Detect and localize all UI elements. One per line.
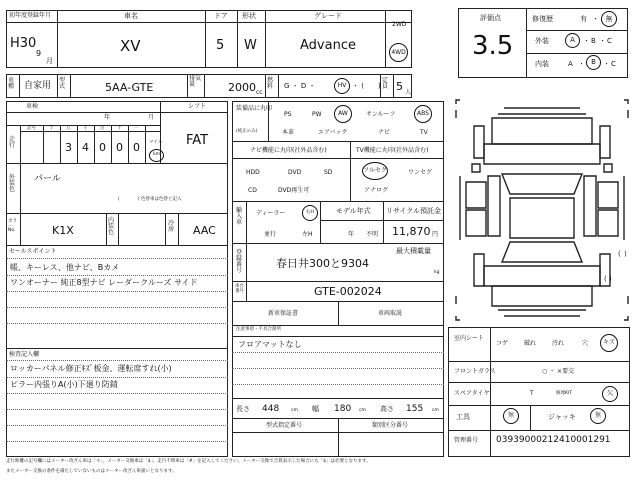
registration-month-unit: 月 (46, 57, 53, 65)
svg-text:(: ( (618, 250, 621, 258)
equip-aw-circled: AW (334, 105, 352, 123)
import-parallel: 並行 (264, 231, 277, 238)
drive-4wd-circled: 4WD (389, 43, 408, 62)
interior-label: 内装 (535, 60, 549, 68)
spare-none-circled: 欠 (602, 386, 618, 402)
model-year-label: モデル年式 (336, 207, 371, 215)
length-value: 448 (262, 404, 280, 414)
plate-value: 春日井300と9304 (276, 257, 369, 270)
repair-sep: ・ (592, 15, 599, 23)
color-value: パール (34, 174, 61, 184)
manual-label: 車両取説 (378, 310, 403, 317)
aircon-label: 冷房 (168, 220, 175, 233)
class-number-label: 類別区分番号 (372, 422, 409, 429)
shape-value: W (244, 38, 257, 53)
fuel-options: G ・ D ・ (284, 82, 316, 90)
selling-point-line: 帳、キーレス、他ナビ、Bカメ (10, 263, 120, 272)
mileage-digit: 4 (82, 141, 89, 154)
width-unit: cm (359, 408, 366, 413)
spare-repair: 修理KIT (556, 391, 573, 396)
capacity-label: 定員 (382, 77, 389, 90)
jack-label: ジャッキ (548, 413, 576, 421)
interior-grade-b: B (586, 55, 601, 70)
notes-value: フロアマットなし (238, 340, 302, 349)
mileage-col-4: 百 (100, 126, 105, 131)
chassis-value: GTE-002024 (314, 285, 382, 298)
recycle-unit: 円 (432, 231, 439, 238)
mileage-col-6: 一 (134, 126, 139, 131)
equip-tv: TV (420, 129, 428, 136)
recycle-value: 11,870 (392, 225, 431, 238)
equip-abs-circled: ABS (414, 105, 432, 123)
displacement-unit: cc (256, 89, 263, 96)
color-no-value: K1X (52, 224, 74, 237)
tv-analog: アナログ (364, 187, 389, 194)
type-label: 型式 (59, 77, 66, 90)
tools-none-circled: 無 (503, 408, 519, 424)
repair-yes: 有 (580, 15, 587, 23)
svg-text:): ) (624, 250, 627, 258)
mileage-km-circled: km (149, 149, 164, 162)
tv-label: TV機能に丸印(社外品含む) (356, 147, 429, 154)
width-label: 幅 (312, 405, 319, 413)
exterior-dot-1: ・ (583, 37, 590, 45)
sheet-hole: 穴 (582, 340, 589, 347)
model-value: XV (120, 37, 141, 55)
jack-none-circled: 無 (590, 408, 606, 424)
sheet-tear: 破れ (524, 340, 537, 347)
interior-dot-1: ・ (578, 60, 585, 68)
selling-points-label: セールスポイント (9, 248, 57, 255)
front-glass-value: ○ ・ ×要交 (542, 368, 575, 375)
exterior-grade-c: C (607, 37, 612, 45)
interior-sheet-label: 室内シート (454, 335, 485, 342)
color-note: ( ) 色替車は色替と記入 (118, 197, 182, 202)
color-label: 外装色 (9, 174, 16, 193)
capacity-unit: 人 (405, 89, 412, 96)
mileage-digit: 0 (116, 141, 123, 154)
plate-label: 登録番号 (236, 249, 243, 274)
front-glass-label: フロントガラス (454, 368, 496, 375)
mileage-col-3: 千 (83, 126, 88, 131)
fuel-label: 燃料 (267, 77, 274, 90)
width-value: 180 (334, 404, 352, 414)
equip-pw: PW (312, 111, 322, 118)
equipment-label: 装備品に丸印 (236, 105, 273, 112)
use-label: 車種 (8, 77, 15, 90)
type-number-label: 型式指定番号 (266, 422, 303, 429)
inspection-month: 月 (148, 114, 155, 121)
color-no-label: カラーNo. (8, 219, 17, 233)
inspector-label: 検査記入欄 (9, 351, 40, 358)
exterior-dot-2: ・ (599, 37, 606, 45)
grade-value: Advance (300, 38, 356, 53)
shape-label: 形状 (242, 12, 256, 20)
shift-value: FAT (186, 133, 209, 148)
navi-dvd-play: DVD再生可 (278, 187, 310, 194)
height-label: 高さ (380, 405, 394, 413)
import-right-circled: 右H (302, 205, 318, 221)
equip-sunroof: サンルーフ (366, 111, 396, 118)
displacement-label: 排気量 (189, 75, 202, 88)
exterior-grade-a: A (565, 33, 580, 48)
exterior-grade-b: B (591, 37, 596, 45)
registration-month: 9 (36, 49, 42, 58)
evaluation-label: 評価点 (480, 14, 501, 22)
sheet-burn: コゲ (496, 340, 509, 347)
equip-ps: PS (284, 111, 292, 118)
recycle-label: リサイクル預託金 (386, 207, 442, 215)
mileage-col-code: 記号 (27, 126, 36, 131)
import-label: 輸入車 (236, 207, 243, 226)
car-damage-diagram (452, 96, 632, 324)
use-value: 自家用 (24, 81, 52, 91)
model-label: 車名 (124, 12, 138, 20)
aircon-value: AAC (193, 224, 216, 237)
displacement-value: 2000 (228, 81, 256, 94)
equip-airbag: エアバック (318, 129, 348, 136)
inspection-year: 年 (104, 114, 111, 121)
sheet-scratch-circled: キズ (600, 334, 618, 352)
interior-dot-2: ・ (603, 60, 610, 68)
registration-year: H30 (10, 36, 37, 51)
equip-navi: ナビ (378, 129, 391, 136)
inspector-line: ピラー内張りA(小)下廻り防錆 (10, 380, 118, 389)
tools-label: 工具 (456, 413, 470, 421)
spare-t: T (530, 390, 534, 397)
warranty-label: 新車保証書 (268, 310, 299, 317)
notes-label: 注意事項・不具合箇所 (236, 327, 281, 332)
mileage-col-5: 十 (117, 126, 122, 131)
navi-cd: CD (248, 187, 257, 194)
fuel-hv-circled: HV (334, 78, 350, 94)
shift-label: シフト (188, 103, 207, 110)
mileage-col-2: 万 (66, 126, 71, 131)
mileage-digit: 0 (133, 141, 140, 154)
capacity-value: 5 (396, 80, 403, 93)
footer-line: またメーター交換の条件を満たしていないものはメーター改ざん車扱いとなります。 (6, 469, 177, 474)
interior-grade-a: A (568, 60, 573, 68)
fuel-rest: ・ ( ) (352, 82, 381, 90)
registration-label: 初年度登録年月 (9, 12, 52, 19)
mileage-digit: 0 (99, 141, 106, 154)
management-label: 管理番号 (454, 437, 479, 444)
type-value: 5AA-GTE (105, 81, 154, 94)
chassis-label: 車台番号 (235, 284, 244, 294)
model-year-unknown: 不明 (366, 231, 379, 238)
repair-no-circled: 無 (601, 11, 617, 27)
height-value: 155 (406, 404, 424, 414)
selling-point-line: ワンオーナー 純正8型ナビ レーダークルーズ サイド (10, 278, 198, 287)
max-load-label: 最大積載量 (396, 247, 431, 255)
height-unit: cm (432, 408, 439, 413)
mileage-digit: 3 (65, 141, 72, 154)
management-value: 03939000212410001291 (496, 435, 611, 445)
import-left: 左H (302, 231, 313, 238)
import-dealer: ディーラー (256, 210, 286, 217)
interior-grade-c: C (611, 60, 616, 68)
equip-leather: 本革 (282, 129, 295, 136)
sheet-stain: 汚れ (552, 340, 565, 347)
mileage-mile: マイル (149, 140, 163, 145)
navi-sd: SD (324, 169, 333, 176)
diagram-note: ( ) (604, 275, 612, 283)
equipment-sub: (純正のみ) (236, 129, 258, 134)
evaluation-score: 3.5 (472, 31, 514, 61)
drive-2wd: 2WD (392, 21, 407, 28)
mileage-col-1: 十 (49, 126, 54, 131)
doors-value: 5 (216, 38, 225, 53)
repair-label: 修復歴 (532, 15, 553, 23)
interior-color-label: 内装色 (108, 217, 115, 236)
inspection-label: 車検 (26, 103, 39, 110)
tv-oneseg: ワンセグ (408, 169, 433, 176)
spare-label: スペアタイヤ (454, 390, 490, 397)
navi-dvd: DVD (288, 169, 302, 176)
navi-hdd: HDD (246, 169, 260, 176)
doors-label: ドア (214, 12, 228, 20)
max-load-unit: kg (434, 270, 440, 275)
length-label: 長さ (236, 405, 250, 413)
navi-label: ナビ機能に丸印(社外品含む) (250, 147, 327, 154)
inspector-line: ロッカーパネル修正ｷｽﾞ板金、運転席すれ(小) (10, 364, 172, 373)
grade-label: グレード (314, 12, 342, 20)
mileage-label: 走行 (9, 136, 16, 149)
exterior-label: 外装 (535, 37, 549, 45)
model-year-year: 年 (348, 231, 355, 238)
footer-line: 走行距離の記号欄にはメーター改ざん車は「＊」、メーター交換車は「$」、走行不明車は「#」を記入してください。メーター交換で合算表示した場合にも「$」は必要となります。 (6, 459, 371, 464)
tv-fullseg-circled: フルセグ (362, 162, 388, 180)
length-unit: cm (291, 408, 298, 413)
